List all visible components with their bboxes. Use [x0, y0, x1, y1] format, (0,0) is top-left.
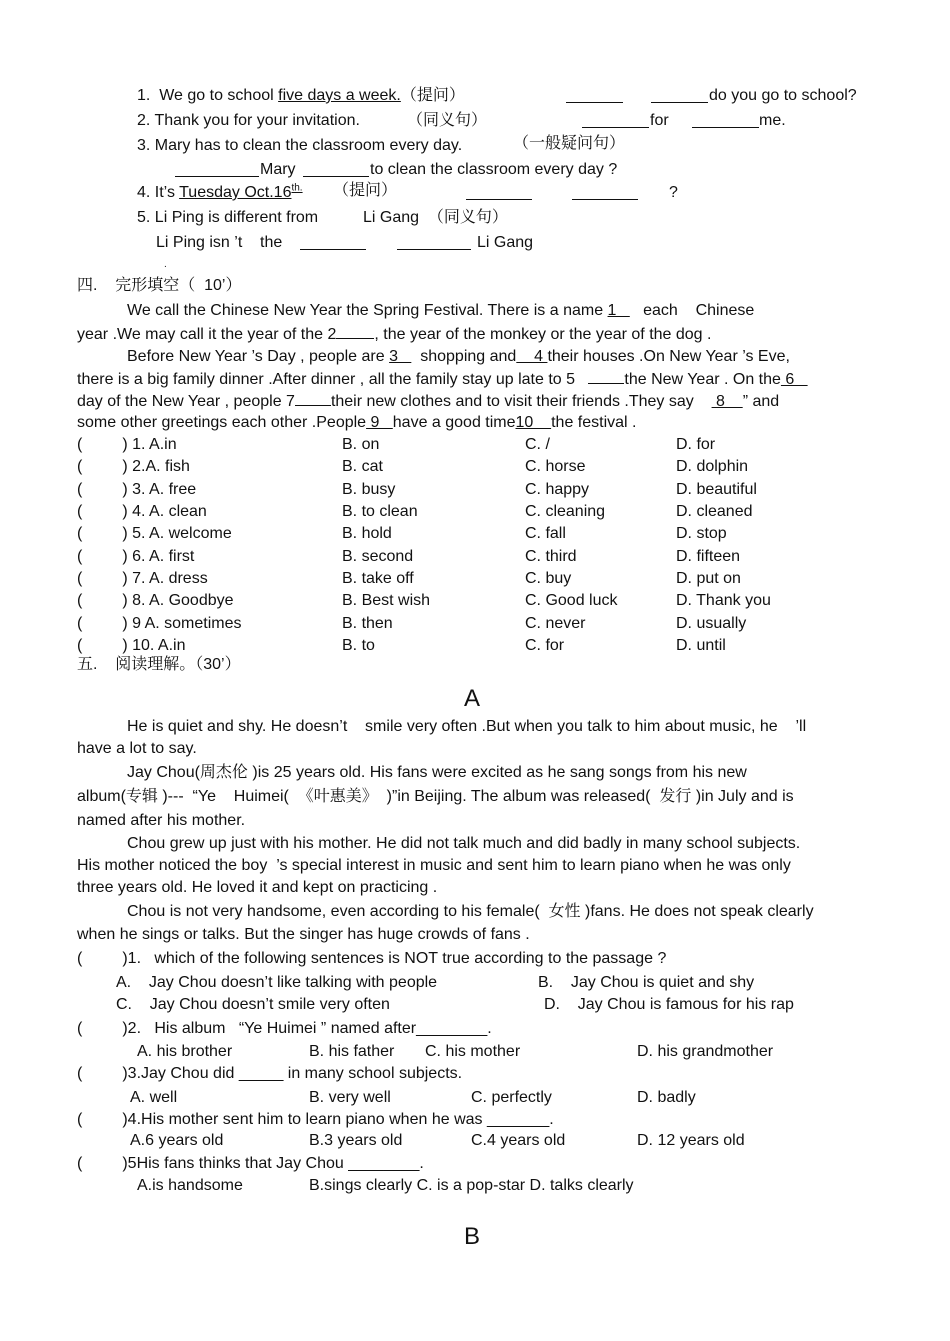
option-c: C. happy [525, 481, 590, 498]
q4-tail: ? [669, 184, 678, 201]
answer-blank [300, 235, 366, 250]
section-heading-cloze: 四. 完形填空（ 10’） [77, 277, 242, 294]
passage-line: Jay Chou(周杰伦 )is 25 years old. His fans were excited as he sang songs from his new [127, 764, 747, 781]
option-c: C.4 years old [471, 1132, 566, 1149]
q3-instruction: （一般疑问句） [513, 135, 626, 152]
reading-question: ( )1. which of the following sentences is NOT true according to the passage ? [77, 950, 667, 967]
passage-line: Chou grew up just with his mother. He did not talk much and did badly in many school subjects. [127, 835, 801, 852]
passage-b-title: B [464, 1223, 481, 1250]
option-d: D. badly [637, 1089, 696, 1106]
answer-blank [397, 235, 471, 250]
answer-blank [566, 88, 623, 103]
cloze-line-1: We call the Chinese New Year the Spring Festival. There is a name 1 each Chinese [127, 302, 755, 319]
option-b: B. busy [342, 481, 396, 498]
cloze-line-5: day of the New Year , people 7 their new clothes and to visit their friends .They say 8 ” and [77, 393, 780, 410]
cloze-line-3: Before New Year ’s Day , people are 3 shopping and 4 their houses .On New Year ’s Eve, [127, 348, 790, 365]
choice-question: ( ) 1. A.in [77, 436, 177, 453]
option-c: C. perfectly [471, 1089, 552, 1106]
answer-blank [175, 162, 259, 177]
q1-tail: do you go to school? [709, 87, 857, 104]
passage-line: three years old. He loved it and kept on practicing . [77, 879, 438, 896]
reading-question: ( )3.Jay Chou did _____ in many school subjects. [77, 1065, 463, 1082]
option-d: D. usually [676, 615, 747, 632]
option-b: B. Best wish [342, 592, 431, 609]
option-d: D. stop [676, 525, 727, 542]
passage-a-title: A [464, 685, 481, 712]
answer-blank [572, 185, 638, 200]
q3-mid: Mary [260, 161, 296, 178]
option-b: B. take off [342, 570, 414, 587]
q5-tail: Li Gang [477, 234, 534, 251]
choice-question: ( ) 3. A. free [77, 481, 197, 498]
option-b: B. second [342, 548, 414, 565]
passage-line: album(专辑 )--- “Ye Huimei( 《叶惠美》 )”in Beijing. The album was released( 发行 )in July and is [77, 788, 794, 805]
option-b: B.3 years old [309, 1132, 403, 1149]
passage-line: have a lot to say. [77, 740, 197, 757]
q2-line: 2. Thank you for your invitation. [137, 112, 360, 129]
passage-line: named after his mother. [77, 812, 246, 829]
option-b: B. then [342, 615, 393, 632]
cloze-line-6: some other greetings each other .People 9 have a good time10 the festival . [77, 414, 637, 431]
option-a: A. well [130, 1089, 178, 1106]
option-d: D. fifteen [676, 548, 741, 565]
option-d: D. cleaned [676, 503, 753, 520]
choice-question: ( ) 7. A. dress [77, 570, 208, 587]
q5-instruction: Li Gang （同义句） [363, 209, 508, 226]
option-d: D. beautiful [676, 481, 757, 498]
cloze-line-2: year .We may call it the year of the 2 , the year of the monkey or the year of the dog . [77, 326, 712, 343]
section-heading-reading: 五. 阅读理解。（30’） [77, 656, 241, 673]
option-b: B. to clean [342, 503, 418, 520]
option-b: B. very well [309, 1089, 391, 1106]
stray-dot: . [164, 259, 167, 270]
option-b: B. hold [342, 525, 392, 542]
passage-line: His mother noticed the boy ’s special interest in music and sent him to learn piano when he was only [77, 857, 791, 874]
choice-question: ( ) 8. A. Goodbye [77, 592, 234, 609]
option-d: D. 12 years old [637, 1132, 745, 1149]
option-c: C. never [525, 615, 586, 632]
q3-tail: to clean the classroom every day ? [370, 161, 618, 178]
option-d: D. Jay Chou is famous for his rap [544, 996, 794, 1013]
option-b: B. cat [342, 458, 383, 475]
option-b: B. Jay Chou is quiet and shy [538, 974, 755, 991]
option-d: D. put on [676, 570, 741, 587]
q4-instruction: （提问） [333, 182, 398, 199]
option-c: C. Jay Chou doesn’t smile very often [116, 996, 390, 1013]
q3-line: 3. Mary has to clean the classroom every day. [137, 137, 463, 154]
option-c: C. cleaning [525, 503, 606, 520]
option-b-c-d: B.sings clearly C. is a pop-star D. talks clearly [309, 1177, 634, 1194]
option-d: D. until [676, 637, 726, 654]
choice-question: ( ) 6. A. first [77, 548, 195, 565]
option-c: C. buy [525, 570, 572, 587]
choice-question: ( ) 2.A. fish [77, 458, 190, 475]
answer-blank [651, 88, 708, 103]
q1-line: 1. We go to school five days a week.（提问） [137, 87, 465, 104]
option-c: C. horse [525, 458, 586, 475]
option-b: B. his father [309, 1043, 395, 1060]
choice-question: ( ) 5. A. welcome [77, 525, 232, 542]
option-c: C. / [525, 436, 550, 453]
choice-question: ( ) 9 A. sometimes [77, 615, 242, 632]
passage-line: when he sings or talks. But the singer has huge crowds of fans . [77, 926, 530, 943]
option-c: C. third [525, 548, 577, 565]
q2-instruction: （同义句） [407, 112, 488, 129]
passage-line: He is quiet and shy. He doesn’t smile very often .But when you talk to him about music, he ’ll [127, 718, 807, 735]
answer-blank [582, 113, 649, 128]
option-d: D. dolphin [676, 458, 749, 475]
cloze-line-4: there is a big family dinner .After dinner , all the family stay up late to 5 the New Year . On the 6 [77, 371, 808, 388]
option-a: A. his brother [137, 1043, 233, 1060]
q2-mid: for [650, 112, 669, 129]
option-c: C. his mother [425, 1043, 521, 1060]
reading-question: ( )5His fans thinks that Jay Chou ________. [77, 1155, 424, 1172]
answer-blank [466, 185, 532, 200]
reading-question: ( )2. His album “Ye Huimei ” named after________. [77, 1020, 492, 1037]
q4-line: 4. It’s Tuesday $Oct.16^{th.}$ [137, 182, 303, 201]
option-c: C. for [525, 637, 565, 654]
option-b: B. to [342, 637, 375, 654]
option-a: A. Jay Chou doesn’t like talking with people [116, 974, 438, 991]
option-b: B. on [342, 436, 380, 453]
answer-blank [303, 162, 369, 177]
option-d: D. his grandmother [637, 1043, 774, 1060]
option-c: C. Good luck [525, 592, 618, 609]
answer-blank [692, 113, 759, 128]
q5-line: 5. Li Ping is different from [137, 209, 319, 226]
option-d: D. for [676, 436, 716, 453]
passage-line: Chou is not very handsome, even according to his female( 女性 )fans. He does not speak clearly [127, 903, 814, 920]
q2-tail: me. [759, 112, 786, 129]
reading-question: ( )4.His mother sent him to learn piano when he was _______. [77, 1111, 554, 1128]
q5-line2: Li Ping isn ’t the [156, 234, 283, 251]
choice-question: ( ) 10. A.in [77, 637, 186, 654]
option-c: C. fall [525, 525, 566, 542]
option-a: A.is handsome [137, 1177, 243, 1194]
option-d: D. Thank you [676, 592, 771, 609]
choice-question: ( ) 4. A. clean [77, 503, 207, 520]
option-a: A.6 years old [130, 1132, 224, 1149]
